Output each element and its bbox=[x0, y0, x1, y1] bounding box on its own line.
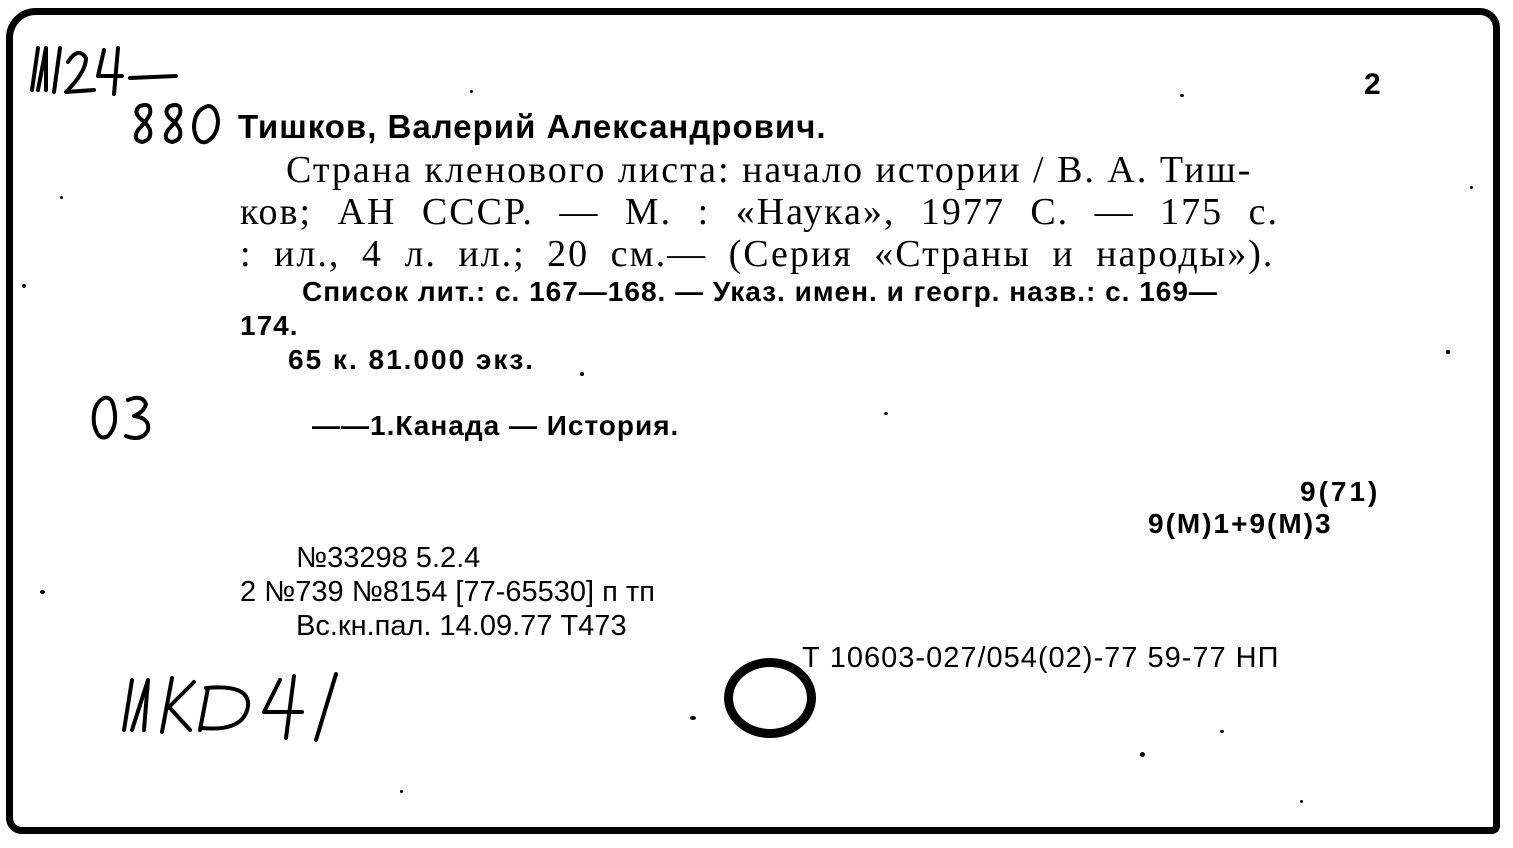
classification-line-2: 9(М)1+9(М)3 bbox=[1148, 508, 1333, 539]
notes-line-2: 174. bbox=[240, 310, 299, 341]
handwritten-03 bbox=[86, 390, 166, 450]
registration-line-2: 2 №739 №8154 [77-65530] п тп bbox=[240, 576, 655, 608]
author-heading: Тишков, Валерий Александрович. bbox=[238, 108, 827, 145]
description-line-1: Страна кленового листа: начало истории / В. А. Тиш- bbox=[286, 149, 1253, 191]
card-number: 2 bbox=[1364, 68, 1381, 101]
description-line-2: ков; АН СССР. — М. : «Наука», 1977 С. — 175 с. bbox=[240, 191, 1280, 233]
handwritten-bottom bbox=[110, 660, 400, 750]
registration-line-3: Вс.кн.пал. 14.09.77 Т473 bbox=[296, 610, 627, 642]
price-and-copies: 65 к. 81.000 экз. bbox=[288, 344, 536, 375]
bottom-code: Т 10603-027/054(02)-77 59-77 НП bbox=[802, 642, 1280, 674]
handwritten-top-left bbox=[26, 40, 216, 100]
handwritten-shelf-number bbox=[128, 100, 228, 150]
description-line-3: : ил., 4 л. ил.; 20 см.— (Серия «Страны и народы»). bbox=[240, 233, 1275, 275]
registration-line-1: №33298 5.2.4 bbox=[296, 542, 481, 574]
subject-heading: ——1.Канада — История. bbox=[312, 410, 680, 441]
punch-hole-circle bbox=[724, 658, 816, 738]
notes-line-1: Список лит.: с. 167—168. — Указ. имен. и геогр. назв.: с. 169— bbox=[302, 276, 1218, 307]
classification-line-1: 9(71) bbox=[1300, 476, 1381, 507]
